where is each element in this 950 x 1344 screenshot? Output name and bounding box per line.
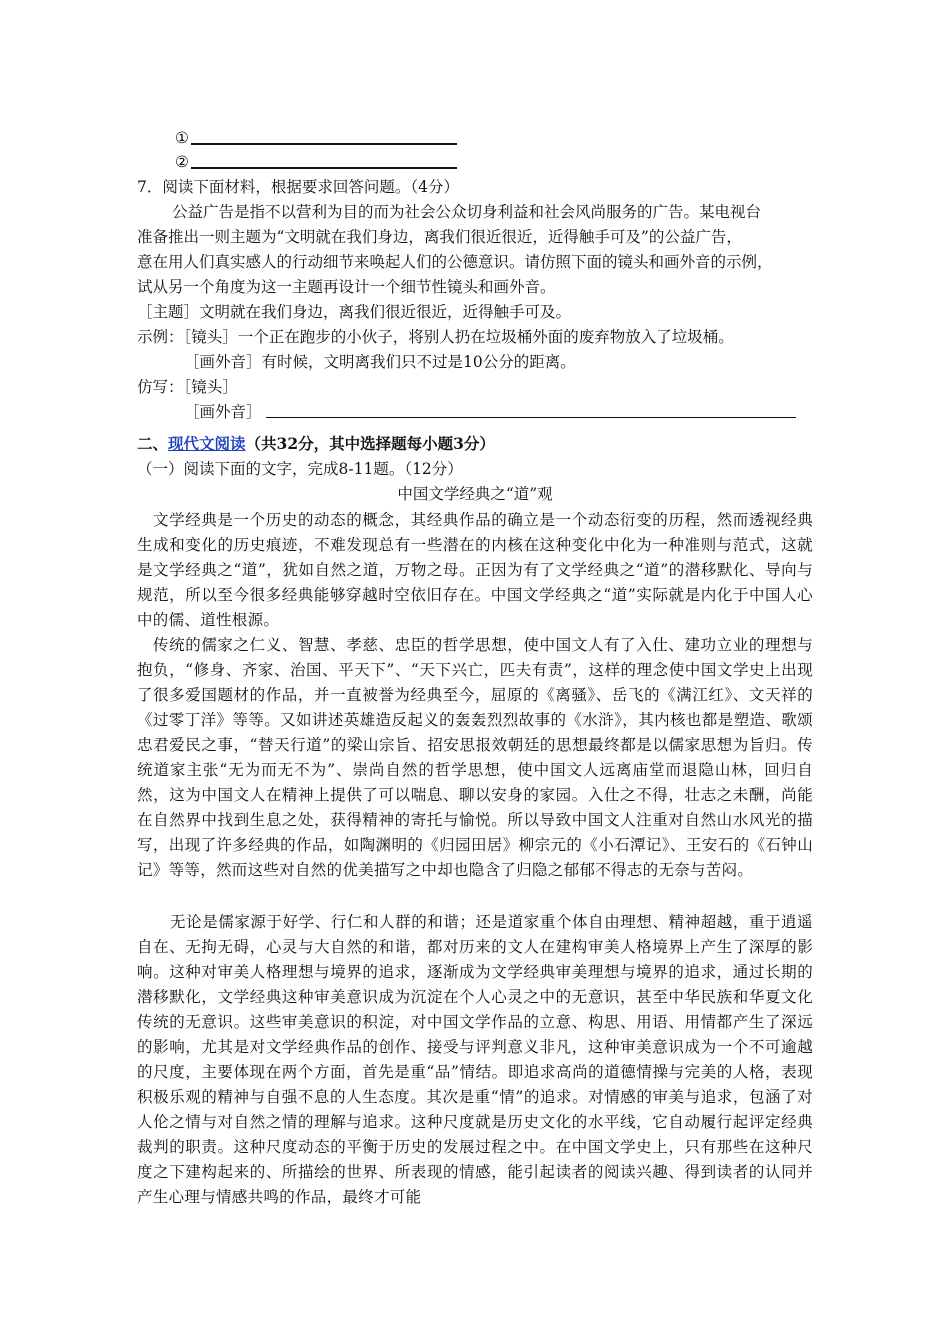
q7-imitate-voice-row[interactable]: [184, 400, 796, 424]
article-paragraph-2: 传统的儒家之仁义、智慧、孝慈、忠臣的哲学思想，使中国文人有了入仕、建功立业的理想与抱负，“修身、齐家、治国、平天下”、“天下兴亡，匹夫有责”，这样的理念使中国文学史上出现了很多爱国题材的作品，并一直被誉为经典至今，屈原的《离骚》、岳飞的《满江红》、文天祥的《过零丁洋》等等。又如讲述英雄造反起义的轰轰烈烈故事的《水浒》，其内核也都是塑造、歌颂忠君爱民之事，“替天行道”的梁山宗旨、招安思报效朝廷的思想最终都是以儒家思想为旨归。传统道家主张“无为而无不为”、崇尚自然的哲学思想，使中国文人远离庙堂而退隐山林，回归自然，这为中国文人在精神上提供了可以喘息、聊以安身的家园。入仕之不得，壮志之未酬，尚能在自然界中找到生息之处，获得精神的寄托与愉悦。所以导致中国文人注重对自然山水风光的描写，出现了许多经典的作品，如陶渊明的《归园田居》柳宗元的《小石潭记》、王安石的《石钟山记》等等，然而这些对自然的优美描写之中却也隐含了归隐之郁郁不得志的无奈与苦闷。: [137, 636, 813, 879]
q7-example-shot: 示例：［镜头］一个正在跑步的小伙子，将别人扔在垃圾桶外面的废弃物放入了垃圾桶。: [137, 328, 734, 346]
imitate-voice-underline[interactable]: [266, 417, 796, 418]
section2-heading: [137, 432, 495, 456]
article-paragraph-1: 文学经典是一个历史的动态的概念，其经典作品的确立是一个动态衍变的历程，然而透视经典生成和变化的历史痕迹，不难发现总有一些潜在的内核在这种变化中化为一种准则与范式，这就是文学经典之“道”，犹如自然之道，万物之母。正因为有了文学经典之“道”的潜移默化、导向与规范，所以至今很多经典能够穿越时空依旧存在。中国文学经典之“道”实际就是内化于中国人心中的儒、道性根源。: [137, 511, 813, 629]
article-paragraph-3: 无论是儒家源于好学、行仁和人群的和谐；还是道家重个体自由理想、精神超越，重于逍遥自在、无拘无碍，心灵与大自然的和谐，都对历来的文人在建构审美人格境界上产生了深厚的影响。这种对审美人格理想与境界的追求，逐渐成为文学经典审美理想与境界的追求，通过长期的潜移默化，文学经典这种审美意识成为沉淀在个人心灵之中的无意识，甚至中华民族和华夏文化传统的无意识。这些审美意识的积淀，对中国文学作品的立意、构思、用语、用情都产生了深远的影响，尤其是对文学经典作品的创作、接受与评判意义非凡，这种审美意识成为一个不可逾越的尺度，主要体现在两个方面，首先是重“品”情结。即追求高尚的道德情操与完美的人格，表现积极乐观的精神与自强不息的人生态度。其次是重“情”的追求。对情感的审美与追求，包涵了对人伦之情与对自然之情的理解与追求。这种尺度就是历史文化的水平线，它自动履行起评定经典裁判的职责。这种尺度动态的平衡于历史的发展过程之中。在中国文学史上，只有那些在这种尺度之下建构起来的、所描绘的世界、所表现的情感，能引起读者的阅读兴趣、得到读者的认同并产生心理与情感共鸣的作品，最终才可能: [137, 913, 813, 1206]
answer-blank-1[interactable]: [175, 126, 457, 150]
section2-sub: （一）阅读下面的文字，完成8-11题。（12分）: [137, 460, 463, 478]
modern-reading-link[interactable]: 现代文阅读: [168, 434, 246, 453]
blank-number-2: ②: [175, 153, 189, 171]
q7-body-line-3: 意在用人们真实感人的行动细节来唤起人们的公德意识。请仿照下面的镜头和画外音的示例，: [137, 253, 773, 271]
q7-imitate-shot: 仿写：［镜头］: [137, 378, 238, 396]
section2-prefix: 二、: [137, 434, 169, 453]
q7-theme: ［主题］文明就在我们身边，离我们很近很近，近得触手可及。: [137, 303, 572, 321]
article-title: 中国文学经典之“道”观: [397, 485, 553, 503]
q7-body-line-1: 公益广告是指不以营利为目的而为社会公众切身利益和社会风尚服务的广告。某电视台: [172, 203, 762, 221]
answer-blank-2[interactable]: [175, 150, 457, 174]
section2-suffix: （共32分，其中选择题每小题3分）: [245, 434, 495, 453]
q7-body-line-2: 准备推出一则主题为“文明就在我们身边，离我们很近很近，近得触手可及”的公益广告，: [137, 228, 742, 246]
q7-body-line-4: 试从另一个角度为这一主题再设计一个细节性镜头和画外音。: [137, 278, 556, 296]
q7-heading: 7．阅读下面材料，根据要求回答问题。（4分）: [137, 178, 459, 196]
q7-imitate-voice-label: ［画外音］: [184, 403, 262, 421]
blank-number-1: ①: [175, 129, 189, 147]
q7-example-voice: ［画外音］有时候，文明离我们只不过是10公分的距离。: [184, 353, 576, 371]
answer-underline-2[interactable]: [191, 167, 457, 169]
answer-underline-1[interactable]: [191, 143, 457, 145]
